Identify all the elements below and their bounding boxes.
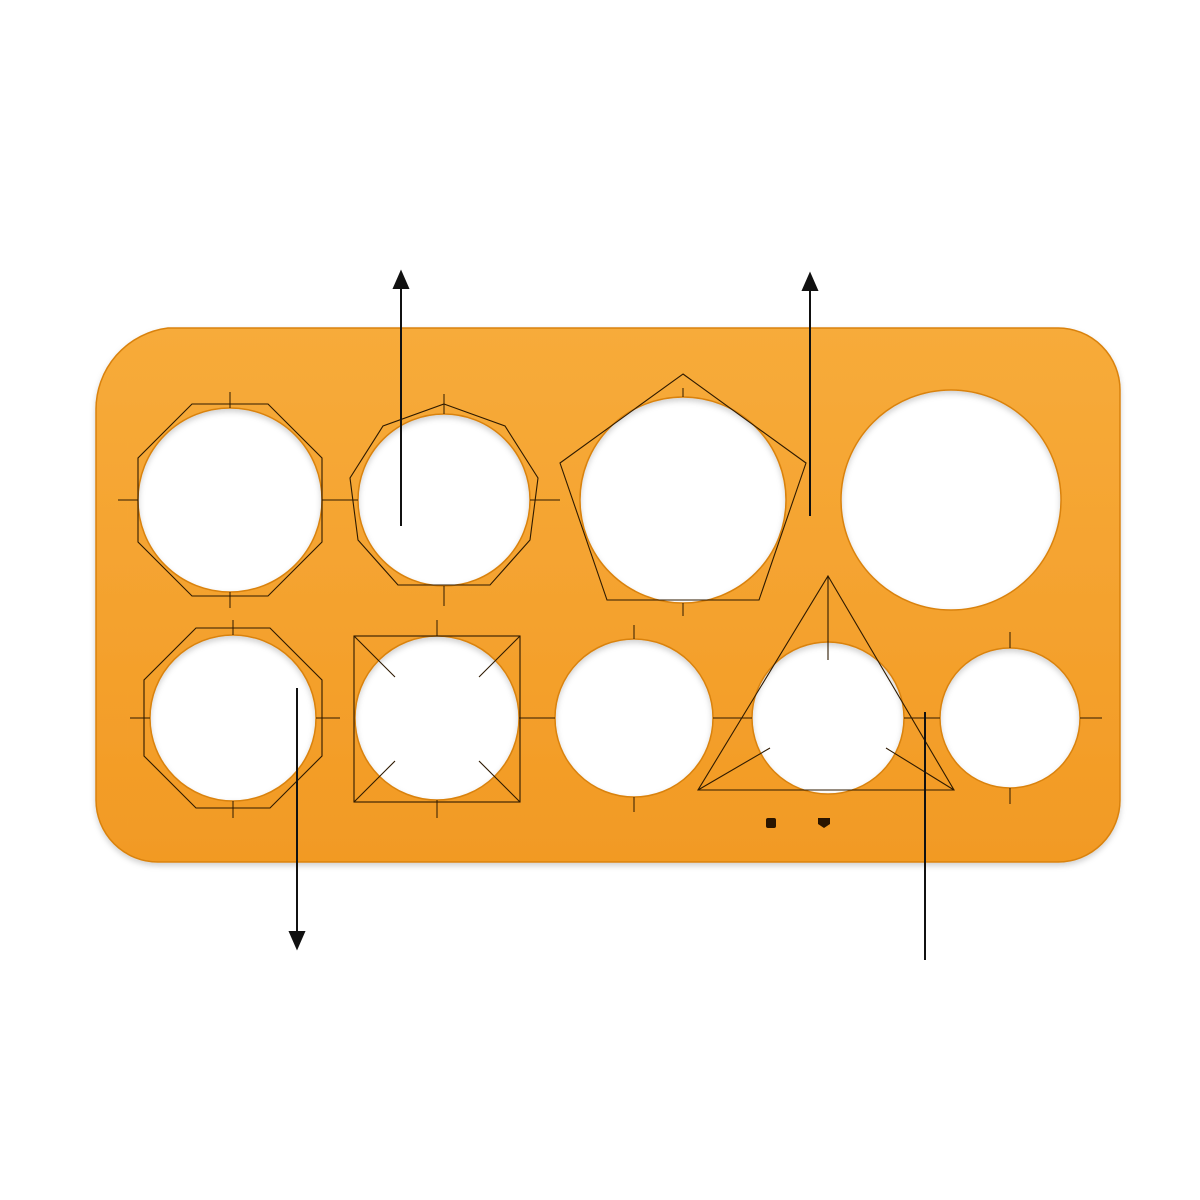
arrowhead-precision bbox=[290, 932, 304, 948]
feature-precision-cut bbox=[110, 972, 630, 1002]
arrowhead-multi-shape bbox=[394, 272, 408, 288]
pen-nib-icon bbox=[766, 818, 776, 828]
feature-multi-shape bbox=[88, 86, 568, 104]
feature-transparent-plastic bbox=[650, 78, 1130, 108]
feature-lightweight bbox=[631, 972, 1151, 1002]
template-body bbox=[96, 328, 1120, 862]
arrowhead-transparent bbox=[803, 274, 817, 290]
